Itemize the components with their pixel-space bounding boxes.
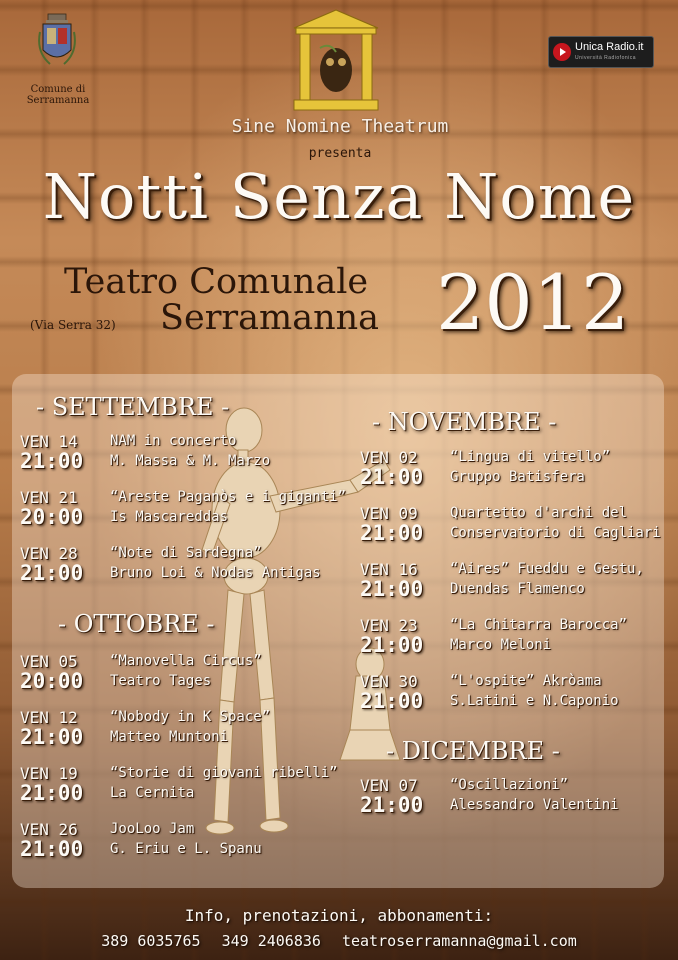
event-title: Quartetto d'archi del	[450, 505, 628, 521]
radio-logo-subtext: Università Radiofonica	[575, 55, 637, 61]
event-title: “Nobody in K Space”	[110, 709, 271, 725]
event-title: “Lingua di vitello”	[450, 449, 611, 465]
contact-email: teatroserramanna@gmail.com	[341, 932, 577, 950]
event-title: JooLoo Jam	[110, 821, 195, 837]
event-date: VEN 09	[360, 504, 418, 523]
event-performer: Is Mascareddas	[110, 509, 229, 525]
venue-town: Serramanna	[160, 298, 380, 338]
event-date: VEN 23	[360, 616, 418, 635]
event-title: “Areste Paganòs e i giganti”	[110, 489, 347, 505]
venue-name: Teatro Comunale	[64, 262, 369, 302]
event-time: 21:00	[20, 561, 84, 585]
event-date: VEN 07	[360, 776, 418, 795]
event-performer: Teatro Tages	[110, 673, 212, 689]
event-date: VEN 16	[360, 560, 418, 579]
festival-year: 2012	[436, 258, 630, 347]
event-time: 20:00	[20, 669, 84, 693]
event-performer: La Cernita	[110, 785, 195, 801]
event-date: VEN 19	[20, 764, 78, 783]
phone-number-1: 389 6035765	[101, 932, 201, 950]
month-ottobre: - OTTOBRE -	[58, 610, 215, 638]
event-title: NAM in concerto	[110, 433, 237, 449]
presenta-label: presenta	[308, 146, 372, 161]
event-performer: Duendas Flamenco	[450, 581, 585, 597]
month-settembre: - SETTEMBRE -	[36, 393, 230, 421]
event-performer: G. Eriu e L. Spanu	[110, 841, 262, 857]
comune-label: Comune di Serramanna	[26, 84, 90, 106]
event-time: 21:00	[360, 521, 424, 545]
event-time: 21:00	[360, 793, 424, 817]
event-time: 20:00	[20, 505, 84, 529]
event-performer: S.Latini e N.Caponio	[450, 693, 619, 709]
footer-contacts	[0, 932, 678, 950]
event-date: VEN 05	[20, 652, 78, 671]
temple-owl-logo-icon	[290, 8, 382, 114]
footer-info: Info, prenotazioni, abbonamenti:	[184, 906, 494, 925]
theatre-company-name: Sine Nomine Theatrum	[231, 116, 449, 137]
event-performer: Matteo Muntoni	[110, 729, 229, 745]
event-time: 21:00	[20, 781, 84, 805]
event-date: VEN 14	[20, 432, 78, 451]
event-performer: M. Massa & M. Marzo	[110, 453, 271, 469]
municipal-crest-icon	[38, 12, 76, 72]
event-date: VEN 28	[20, 544, 78, 563]
phone-number-2: 349 2406836	[221, 932, 321, 950]
event-date: VEN 02	[360, 448, 418, 467]
event-time: 21:00	[360, 577, 424, 601]
event-time: 21:00	[20, 837, 84, 861]
month-novembre: - NOVEMBRE -	[372, 408, 557, 436]
venue-address: (Via Serra 32)	[30, 318, 116, 332]
unica-radio-logo	[548, 36, 654, 68]
event-title: “Manovella Circus”	[110, 653, 262, 669]
event-time: 21:00	[360, 689, 424, 713]
event-title: “Storie di giovani ribelli”	[110, 765, 338, 781]
event-title: “La Chitarra Barocca”	[450, 617, 628, 633]
event-date: VEN 30	[360, 672, 418, 691]
event-performer: Bruno Loi & Nodas Antigas	[110, 565, 321, 581]
event-title: “Oscillazioni”	[450, 777, 569, 793]
radio-logo-text: Unica Radio.it	[575, 41, 644, 53]
play-icon	[553, 43, 571, 61]
event-date: VEN 12	[20, 708, 78, 727]
event-date: VEN 21	[20, 488, 78, 507]
event-title: “Aires” Fueddu e Gestu,	[450, 561, 644, 577]
event-performer: Gruppo Batisfera	[450, 469, 585, 485]
event-performer: Alessandro Valentini	[450, 797, 619, 813]
festival-title: Notti Senza Nome	[42, 160, 636, 233]
event-time: 21:00	[360, 465, 424, 489]
event-performer: Conservatorio di Cagliari	[450, 525, 661, 541]
event-time: 21:00	[20, 449, 84, 473]
event-date: VEN 26	[20, 820, 78, 839]
event-performer: Marco Meloni	[450, 637, 552, 653]
event-time: 21:00	[20, 725, 84, 749]
month-dicembre: - DICEMBRE -	[386, 737, 560, 765]
event-title: “Note di Sardegna”	[110, 545, 262, 561]
event-time: 21:00	[360, 633, 424, 657]
event-title: “L'ospite” Akròama	[450, 673, 602, 689]
